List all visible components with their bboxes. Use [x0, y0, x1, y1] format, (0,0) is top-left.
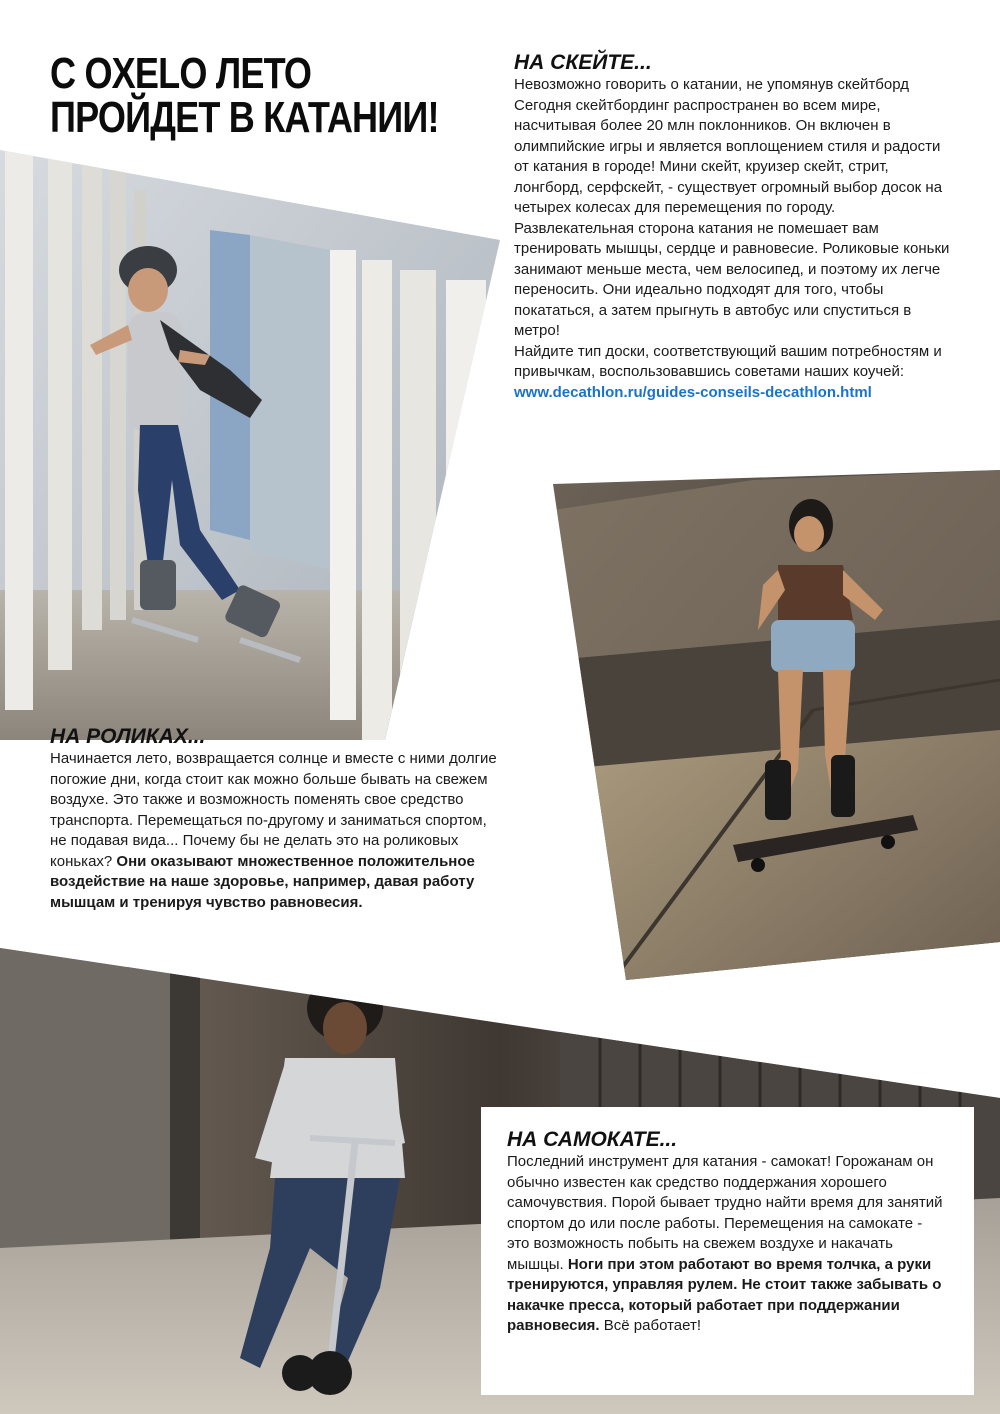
scooter-section — [481, 1107, 974, 1395]
skate-paragraph-1: Невозможно говорить о катании, не упомянув скейтборд Сегодня скейтбординг распространен во всем мире, насчитывая более 20 млн поклонников. Он включен в олимпийские игры и является воплощением стиля и радости от катания в городе! Мини скейт, круизер скейт, стрит, лонгборд, серфскейт, - существует огромный выбор досок на четырех колесах для перемещения по городу. Развлекательная сторона катания не помешает вам тренировать мышцы, сердце и равновесие. Роликовые коньки занимают меньше места, чем велосипед, и поэтому их легче переносить. Они идеально подходят для того, чтобы покататься, а затем прыгнуть в автобус или спуститься в метро! — [514, 76, 950, 339]
scooter-bold-text: Ноги при этом работают во время толчка, а руки тренируются, управляя рулем. Не стоит также забывать о накачке пресса, который работает при поддержании равновесия. — [507, 1255, 942, 1334]
skate-heading: НА СКЕЙТЕ... — [514, 51, 652, 74]
roller-paragraph — [50, 749, 500, 913]
page-title-line-1: С OXELO ЛЕТО — [50, 49, 312, 98]
roller-text: Начинается лето, возвращается солнце и вместе с ними долгие погожие дни, когда стоит как можно больше бывать на свежем воздухе. Это также и возможность поменять свое средство транспорта. Перемещаться по-другому и заниматься спортом, не подавая вида... Почему бы не делать это на роликовых коньках? — [50, 750, 497, 870]
skate-paragraph-2: Найдите тип доски, соответствующий вашим потребностям и привычкам, воспользовавшись советами наших коучей: — [514, 342, 942, 380]
roller-section — [50, 726, 500, 913]
scooter-end-text: Всё работает! — [599, 1317, 702, 1334]
skateboard-photo — [553, 470, 1000, 980]
page-title-line-2: ПРОЙДЕТ В КАТАНИИ! — [50, 93, 439, 142]
skate-section — [514, 52, 954, 403]
guides-link[interactable]: www.decathlon.ru/guides-conseils-decathlon.html — [514, 383, 872, 401]
rollerblade-photo — [0, 150, 500, 740]
roller-bold-text: Они оказывают множественное положительное воздействие на наше здоровье, например, давая работу мышцам и тренируя чувство равновесия. — [50, 852, 475, 911]
roller-heading: НА РОЛИКАХ... — [50, 725, 206, 748]
page-title — [50, 49, 439, 142]
scooter-text: Последний инструмент для катания - самокат! Горожанам он обычно известен как средство поддержания хорошего самочувствия. Порой бывает трудно найти время для занятий спортом до или после работы. Перемещения на самокате - это возможность побыть на свежем воздухе и накачать мышцы. — [507, 1153, 943, 1273]
scooter-paragraph — [507, 1152, 946, 1337]
scooter-heading: НА САМОКАТЕ... — [507, 1128, 678, 1151]
